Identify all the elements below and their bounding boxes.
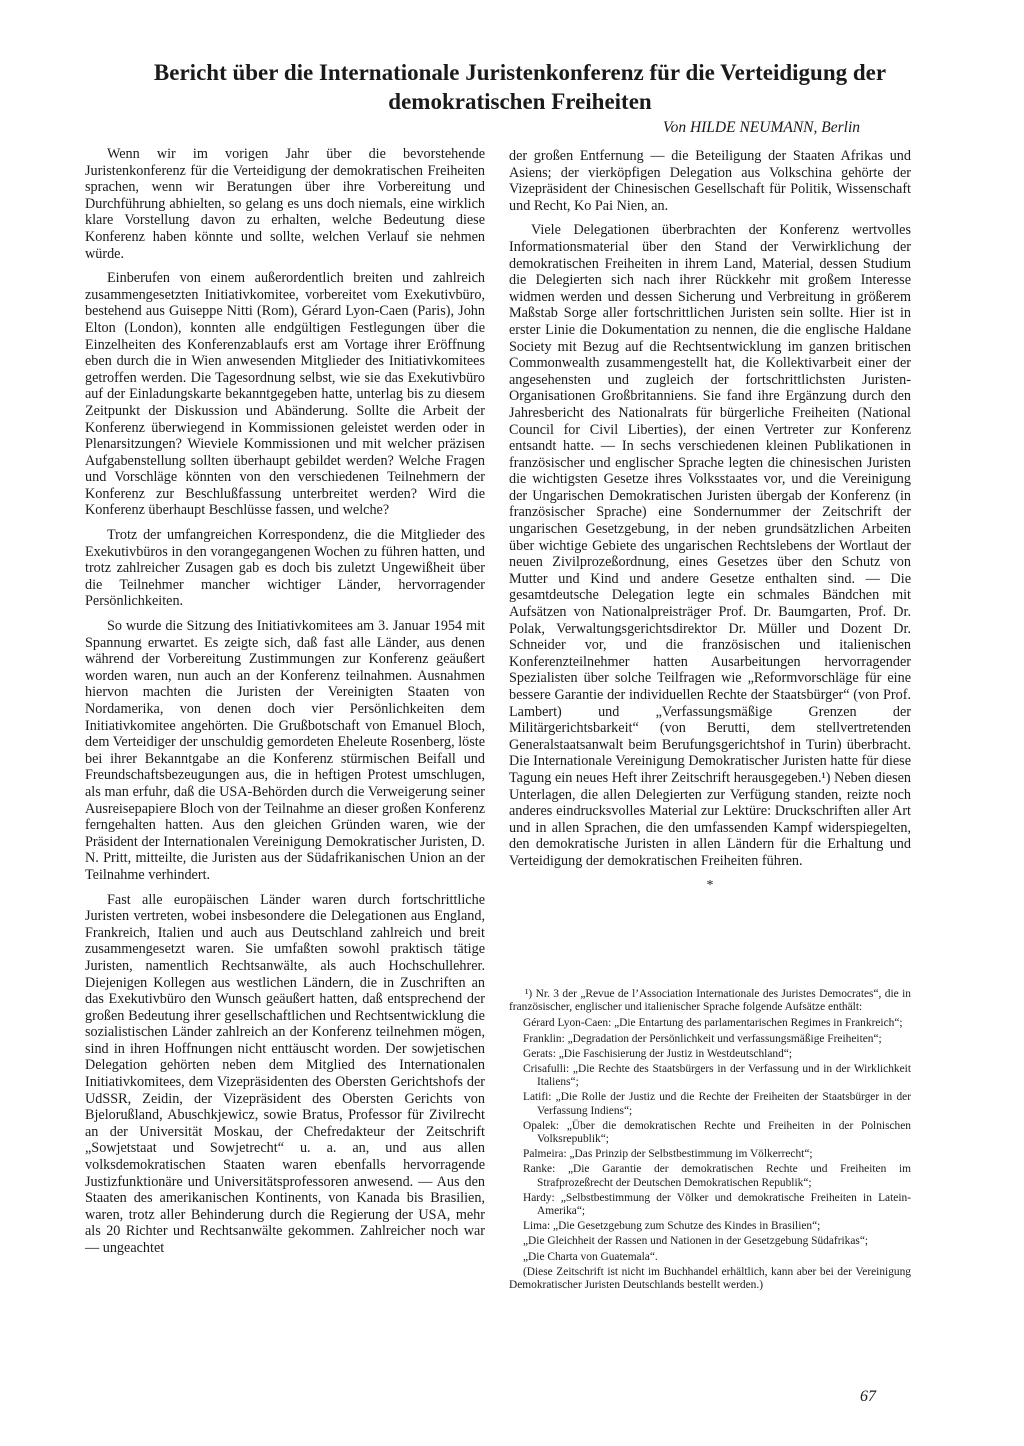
footnotes (509, 988, 911, 1294)
footnote-item: Gérard Lyon-Caen: „Die Entartung des parlamentarischen Regimes in Frankreich“; (523, 1017, 903, 1030)
paragraph: der großen Entfernung — die Beteiligung der Staaten Afrikas und Asiens; der vierköpfigen Delegation aus Volkschina gehörte der Vizepräsident der Chinesischen Gesellschaft für Politik, Wissenschaft und Recht, Ko Pai Nien, an. (509, 148, 911, 214)
footnote-item: Crisafulli: „Die Rechte des Staatsbürgers in der Verfassung und in der Wirklichkeit Italiens“; (523, 1063, 911, 1089)
footnote-item: Opalek: „Über die demokratischen Rechte und Freiheiten in der Polnischen Volksrepublik“; (523, 1119, 911, 1146)
paragraph: Fast alle europäischen Länder waren durch fortschrittliche Juristen vertreten, wobei insbesondere die Delegationen aus England, Frankreich, Italien und auch aus Deutschland zahlreich und breit zusammengesetzt waren. Sie umfaßten sowohl praktisch tätige Juristen, namentlich Rechtsanwälte, als auch Hochschullehrer. Diejenigen Kollegen aus westlichen Ländern, die in Zuschriften an das Exekutivbüro den Wunsch geäußert hatten, daß entsprechend der großen Bedeutung ihrer gesellschaftlichen und Rechtsentwicklung die sozialistischen Länder zahlreich an der Konferenz teilnehmen mögen, sind in ihren Hoffnungen nicht enttäuscht worden. Der sowjetischen Delegation gehörten neben dem Mitglied des Internationalen Initiativkomitees, dem Vizepräsidenten des Obersten Gerichtshofs der UdSSR, Zeidin, der Vizepräsident des Obersten Gerichts von Bjelorußland, Abuschkjewicz, sowie Bratus, Professor für Zivilrecht an der Universität Moskau, der Chefredakteur der Zeitschrift „Sowjetstaat und Sowjetrecht“ u. a. an, und aus allen volksdemokratischen Staaten waren ebenfalls hervorragende Justizfunktionäre und Universitätsprofessoren anwesend. — Aus den Staaten des amerikanischen Kontinents, von Kanada bis Brasilien, waren, trotz aller Behinderung durch die Regierung der USA, mehr als 20 Richter und Rechtsanwälte gekommen. Zahlreicher noch war — ungeachtet (85, 891, 485, 1256)
footnote-item: Lima: „Die Gesetzgebung zum Schutze des Kindes in Brasilien“; (523, 1220, 821, 1233)
paragraph: Wenn wir im vorigen Jahr über die bevorstehende Juristenkonferenz für die Verteidigung der demokratischen Freiheiten sprachen, wenn wir Beratungen über ihre Vorbereitung und Durchführung abhielten, so gelang es uns doch niemals, eine wirklich klare Vorstellung davon zu erhalten, welche Bedeutung diese Konferenz haben könnte und sollte, welchen Verlauf sie nehmen würde. (85, 146, 485, 262)
left-column (85, 146, 485, 1265)
section-separator: * (706, 877, 714, 893)
author-byline: Von HILDE NEUMANN, Berlin (662, 119, 860, 136)
footnote-note: (Diese Zeitschrift ist nicht im Buchhandel erhältlich, kann aber bei der Vereinigung Demokratischer Juristen Deutschlands bestellt werden.) (509, 1265, 911, 1292)
footnote-item: Gerats: „Die Faschisierung der Justiz in Westdeutschland“; (523, 1047, 793, 1060)
footnote-intro: ¹) Nr. 3 der „Revue de l’Association Internationale des Juristes Democrates“, die in französischer, englischer und italienischer Sprache folgende Aufsätze enthält: (509, 988, 911, 1014)
footnote-item: Palmeira: „Das Prinzip der Selbstbestimmung im Völkerrecht“; (523, 1148, 813, 1161)
paragraph: Viele Delegationen überbrachten der Konferenz wertvolles Informationsmaterial über den Stand der Verwirklichung der demokratischen Freiheiten in ihrem Land, Material, dessen Studium die Delegierten sich nach ihrer Rückkehr mit großem Interesse widmen werden und dessen Sicherung und Verbreitung in größerem Maßstab Sorge aller fortschrittlichen Juristen sein sollte. Hier ist in erster Linie die Dokumentation zu nennen, die die englische Haldane Society mit Bezug auf die Rechtsentwicklung im ganzen britischen Commonwealth zusammengestellt hat, die Kollektivarbeit einer der angesehensten und zugleich der fortschrittlichsten Juristen-Organisationen Großbritanniens. Sie fand ihre Ergänzung durch den Jahresbericht des Nationalrats für bürgerliche Freiheiten (National Council for Civil Liberties), der einen Vertreter zur Konferenz entsandt hatte. — In sechs verschiedenen kleinen Publikationen in französischer und englischer Sprache legten die chinesischen Juristen die wichtigsten Gesetze ihres Volksstaates vor, und die Vereinigung der Ungarischen Demokratischen Juristen übergab der Konferenz (in französischer Sprache) eine Sondernummer der Zeitschrift der ungarischen Gesetzgebung, in der neben grundsätzlichen Arbeiten über wichtige Gebiete des ungarischen Rechtslebens der Wortlaut der neuen Zivilprozeßordnung, eines Gesetzes über den Schutz von Mutter und Kind und andere Gesetze enthalten sind. — Die gesamtdeutsche Delegation legte ein schmales Bändchen mit Aufsätzen von Nationalpreisträger Prof. Dr. Baumgarten, Prof. Dr. Polak, Verwaltungsgerichtsdirektor Dr. Müller und Dozent Dr. Schneider vor, und die französischen und italienischen Konferenzteilnehmer hatten Ausarbeitungen hervorragender Spezialisten über solche Teilfragen wie „Reformvorschläge für eine bessere Garantie der individuellen Rechte der Staatsbürger“ (von Prof. Lambert) und „Verfassungsmäßige Grenzen der Militärgerichtsbarkeit“ (von Berutti, dem stellvertretenden Generalstaatsanwalt beim Berufungsgerichtshof in Turin) überbracht. Die Internationale Vereinigung Demokratischer Juristen hatte für diese Tagung ein neues Heft ihrer Zeitschrift herausgegeben.¹) Neben diesen Unterlagen, die allen Delegierten zur Verfügung standen, reizte noch anderes eindrucksvolles Material zur Lektüre: Druckschriften aller Art und in allen Sprachen, die den umfassenden Kampf widerspiegelten, den demokratische Juristen in allen Ländern für die Erhaltung und Verteidigung der demokratischen Freiheiten führen. (509, 222, 911, 869)
page-number: 67 (860, 1388, 876, 1405)
footnote-item: Latifi: „Die Rolle der Justiz und die Rechte der Freiheiten der Staatsbürger in der Verfassung Indiens“; (523, 1091, 911, 1117)
footnote-item: „Die Gleichheit der Rassen und Nationen in der Gesetzgebung Südafrikas“; (523, 1235, 869, 1248)
article-title: Bericht über die Internationale Juristenkonferenz für die Verteidigung der demokratischen Freiheiten (153, 60, 887, 114)
right-column (509, 148, 911, 894)
footnote-item: „Die Charta von Guatemala“. (523, 1250, 658, 1263)
footnote-item: Franklin: „Degradation der Persönlichkeit und verfassungsmäßige Freiheiten“; (523, 1032, 882, 1045)
paragraph: Trotz der umfangreichen Korrespondenz, die die Mitglieder des Exekutivbüros in den vorangegangenen Wochen zu führen hatten, und trotz zahlreicher Zusagen gab es doch bis zuletzt Ungewißheit über die Teilnehmer mancher wichtiger Länder, hervorragender Persönlichkeiten. (85, 527, 485, 610)
paragraph: So wurde die Sitzung des Initiativkomitees am 3. Januar 1954 mit Spannung erwartet. Es zeigte sich, daß fast alle Länder, aus denen während der Vorbereitung Zustimmungen zur Konferenz geäußert worden waren, nun auch an der Konferenz teilnahmen. Ausnahmen hiervon machten die Juristen der Vereinigten Staaten von Nordamerika, von denen doch vier Persönlichkeiten dem Initiativkomitee angehörten. Die Grußbotschaft von Emanuel Bloch, dem Verteidiger der unschuldig gemordeten Eheleute Rosenberg, löste bei ihrer Bekanntgabe an die Konferenz stürmischen Beifall und Freundschaftsbezeugungen aus, die in heftigen Protest umschlugen, als man erfuhr, daß die USA-Behörden durch die Verweigerung seiner Ausreisepapiere Bloch von der Teilnahme an dieser großen Konferenz ferngehalten hatten. Aus den gleichen Gründen waren, wie der Präsident der Internationalen Vereinigung Demokratischer Juristen, D. N. Pritt, mitteilte, die Juristen aus der Südafrikanischen Union an der Teilnahme verhindert. (85, 618, 485, 883)
paragraph: Einberufen von einem außerordentlich breiten und zahlreich zusammengesetzten Initiativkomitee, vorbereitet vom Exekutivbüro, bestehend aus Guiseppe Nitti (Rom), Gérard Lyon-Caen (Paris), John Elton (London), konnten alle endgültigen Festlegungen über die Einzelheiten des Konferenzablaufs erst am Vortage ihrer Eröffnung eben durch die in Wien anwesenden Mitglieder des Initiativkomitees getroffen werden. Die Tagesordnung selbst, wie sie das Exekutivbüro auf der Einladungskarte bekanntgegeben hatte, unterlag bis zu diesem Zeitpunkt der Diskussion und Abänderung. Sollte die Arbeit der Konferenz überwiegend in Kommissionen geleistet werden oder in Plenarsitzungen? Wieviele Kommissionen und mit welcher präzisen Aufgabenstellung sollten überhaupt gebildet werden? Welche Fragen und Vorschläge könnten von den verschiedenen Teilnehmern der Konferenz zur Beschlußfassung unterbreitet werden? Wird die Konferenz überhaupt Beschlüsse fassen, und welche? (85, 270, 485, 519)
footnote-item: Ranke: „Die Garantie der demokratischen Rechte und Freiheiten im Strafprozeßrecht der Deutschen Demokratischen Republik“; (523, 1163, 911, 1189)
footnote-item: Hardy: „Selbstbestimmung der Völker und demokratische Freiheiten in Latein-Amerika“; (523, 1191, 911, 1218)
